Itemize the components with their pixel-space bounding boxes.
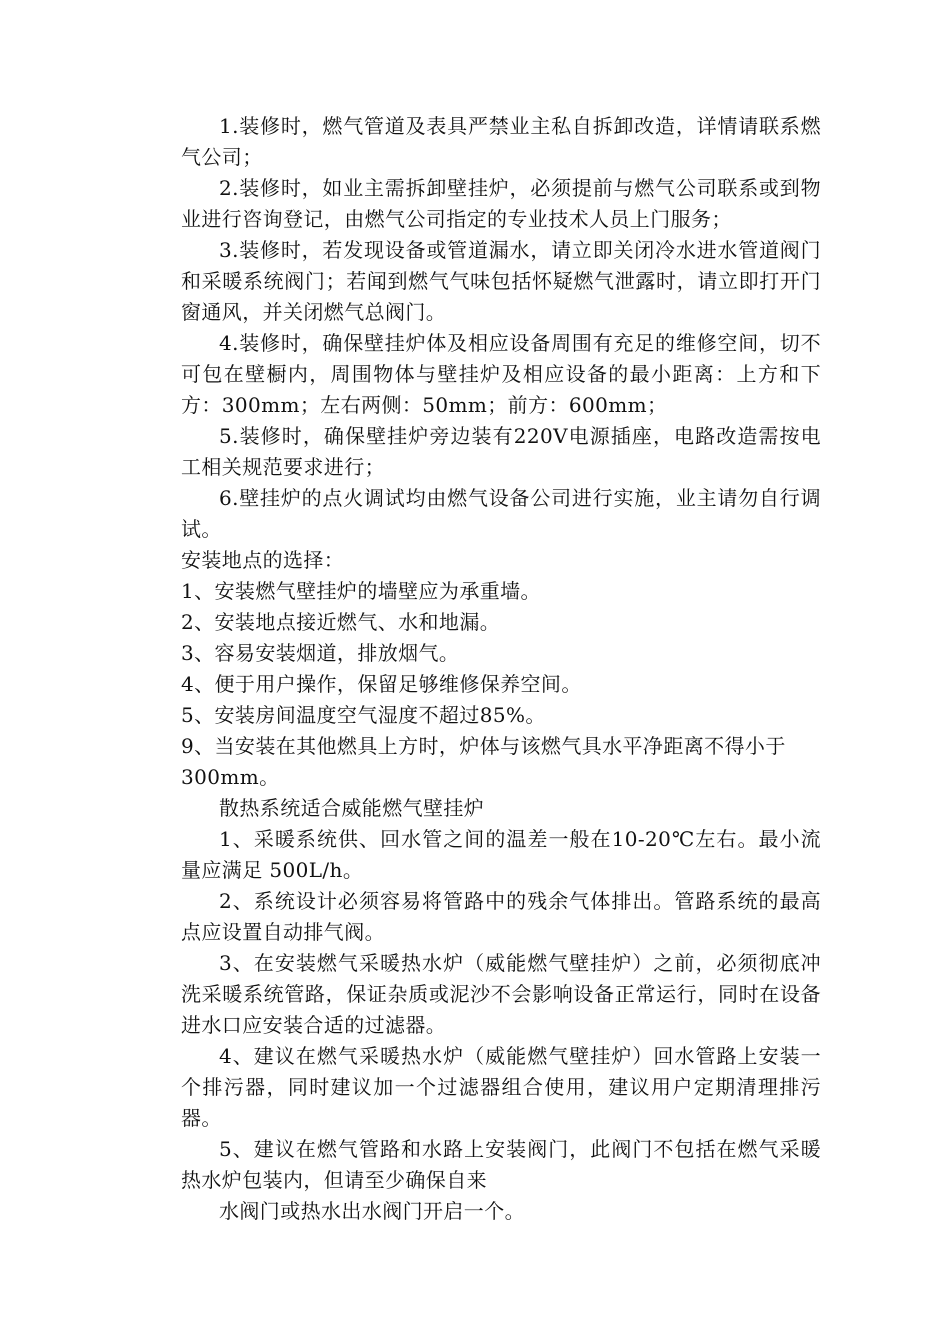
location-list-item: 1、安装燃气壁挂炉的墙壁应为承重墙。 xyxy=(181,579,541,603)
heating-paragraph-6: 水阀门或热水出水阀门开启一个。 xyxy=(219,1199,525,1223)
heating-paragraph-3: 3、在安装燃气采暖热水炉（威能燃气壁挂炉）之前，必须彻底冲洗采暖系统管路，保证杂质或泥沙不会影响设备正常运行，同时在设备进水口应安装合适的过滤器。 xyxy=(181,951,821,1037)
heating-paragraph-5: 5、建议在燃气管路和水路上安装阀门，此阀门不包括在燃气采暖热水炉包装内，但请至少确保自来 xyxy=(181,1137,821,1192)
notice-paragraph-5: 5.装修时，确保壁挂炉旁边装有220V电源插座，电路改造需按电工相关规范要求进行； xyxy=(181,424,821,479)
notice-paragraph-6: 6.壁挂炉的点火调试均由燃气设备公司进行实施，业主请勿自行调试。 xyxy=(181,486,821,541)
notice-paragraph-4: 4.装修时，确保壁挂炉体及相应设备周围有充足的维修空间，切不可包在壁橱内，周围物体与壁挂炉及相应设备的最小距离：上方和下方：300mm；左右两侧：50mm；前方：600mm； xyxy=(181,331,821,417)
location-list-item: 3、容易安装烟道，排放烟气。 xyxy=(181,641,460,665)
heating-system-heading: 散热系统适合威能燃气壁挂炉 xyxy=(219,796,485,820)
installation-location-heading: 安装地点的选择： xyxy=(181,548,345,572)
document-body xyxy=(181,111,821,1227)
heating-paragraph-2: 2、系统设计必须容易将管路中的残余气体排出。管路系统的最高点应设置自动排气阀。 xyxy=(181,889,821,944)
location-list-item: 9、当安装在其他燃具上方时，炉体与该燃气具水平净距离不得小于300mm。 xyxy=(181,734,786,789)
heating-paragraph-1: 1、采暖系统供、回水管之间的温差一般在10-20℃左右。最小流量应满足 500L/h。 xyxy=(181,827,821,882)
notice-paragraph-3: 3.装修时，若发现设备或管道漏水，请立即关闭冷水进水管道阀门和采暖系统阀门；若闻到燃气气味包括怀疑燃气泄露时，请立即打开门窗通风，并关闭燃气总阀门。 xyxy=(181,238,821,324)
notice-paragraph-1: 1.装修时，燃气管道及表具严禁业主私自拆卸改造，详情请联系燃气公司； xyxy=(181,114,821,169)
location-list-item: 2、安装地点接近燃气、水和地漏。 xyxy=(181,610,501,634)
notice-paragraph-2: 2.装修时，如业主需拆卸壁挂炉，必须提前与燃气公司联系或到物业进行咨询登记，由燃气公司指定的专业技术人员上门服务； xyxy=(181,176,821,231)
location-list-item: 4、便于用户操作，保留足够维修保养空间。 xyxy=(181,672,582,696)
location-list-item: 5、安装房间温度空气湿度不超过85%。 xyxy=(181,703,546,727)
heating-paragraph-4: 4、建议在燃气采暖热水炉（威能燃气壁挂炉）回水管路上安装一个排污器，同时建议加一个过滤器组合使用，建议用户定期清理排污器。 xyxy=(181,1044,821,1130)
